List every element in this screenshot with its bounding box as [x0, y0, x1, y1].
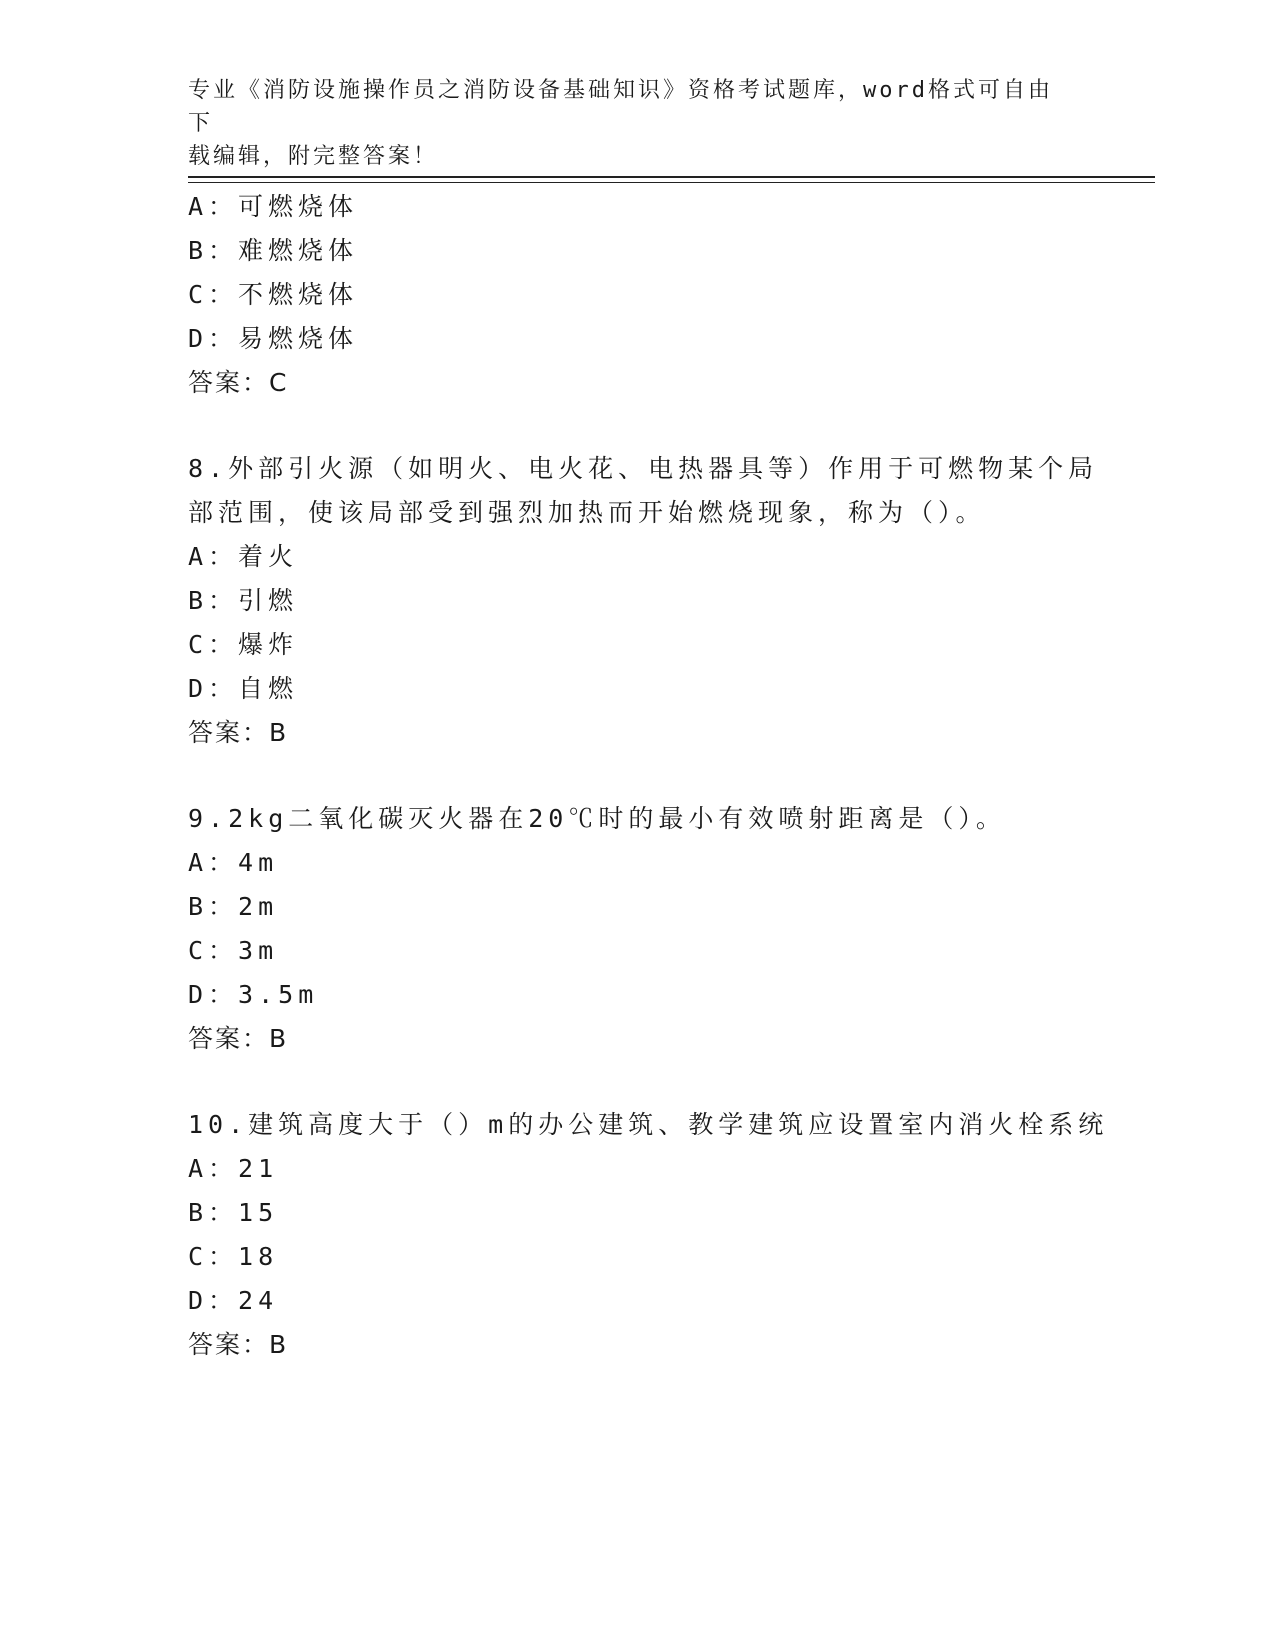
q7-option-d: D：易燃烧体	[188, 324, 359, 353]
q10-option-b: B：15	[188, 1198, 279, 1227]
header-line-1: 专业《消防设施操作员之消防设备基础知识》资格考试题库，word格式可自由下	[188, 78, 1053, 136]
q10-question: 10.建筑高度大于（）m的办公建筑、教学建筑应设置室内消火栓系统	[188, 1110, 1109, 1139]
q8-option-c: C：爆炸	[188, 630, 299, 659]
q9-option-b: B：2m	[188, 892, 279, 921]
q10-answer: 答案：B	[188, 1330, 289, 1359]
q8-question-line-1: 8.外部引火源（如明火、电火花、电热器具等）作用于可燃物某个局	[188, 454, 1099, 483]
q10-option-d: D：24	[188, 1286, 279, 1315]
q8-question-line-2: 部范围，使该局部受到强烈加热而开始燃烧现象，称为（）。	[188, 498, 986, 527]
header-line-2: 载编辑，附完整答案！	[188, 144, 439, 169]
q8-option-a: A：着火	[188, 542, 299, 571]
q8-answer: 答案：B	[188, 718, 289, 747]
q9-option-a: A：4m	[188, 848, 279, 877]
q9-option-c: C：3m	[188, 936, 279, 965]
header-rule-thick	[188, 176, 1155, 178]
q10-option-a: A：21	[188, 1154, 279, 1183]
q10-option-c: C：18	[188, 1242, 279, 1271]
q8-option-b: B：引燃	[188, 586, 299, 615]
q9-question: 9.2kg二氧化碳灭火器在20℃时的最小有效喷射距离是（）。	[188, 804, 1006, 833]
q9-option-d: D：3.5m	[188, 980, 319, 1009]
q9-answer: 答案：B	[188, 1024, 289, 1053]
q7-option-b: B：难燃烧体	[188, 236, 359, 265]
header-rule-thin	[188, 182, 1155, 183]
q7-answer: 答案：C	[188, 368, 289, 397]
q7-option-a: A：可燃烧体	[188, 192, 359, 221]
q8-option-d: D：自燃	[188, 674, 299, 703]
document-header	[188, 74, 1068, 173]
q7-option-c: C：不燃烧体	[188, 280, 359, 309]
